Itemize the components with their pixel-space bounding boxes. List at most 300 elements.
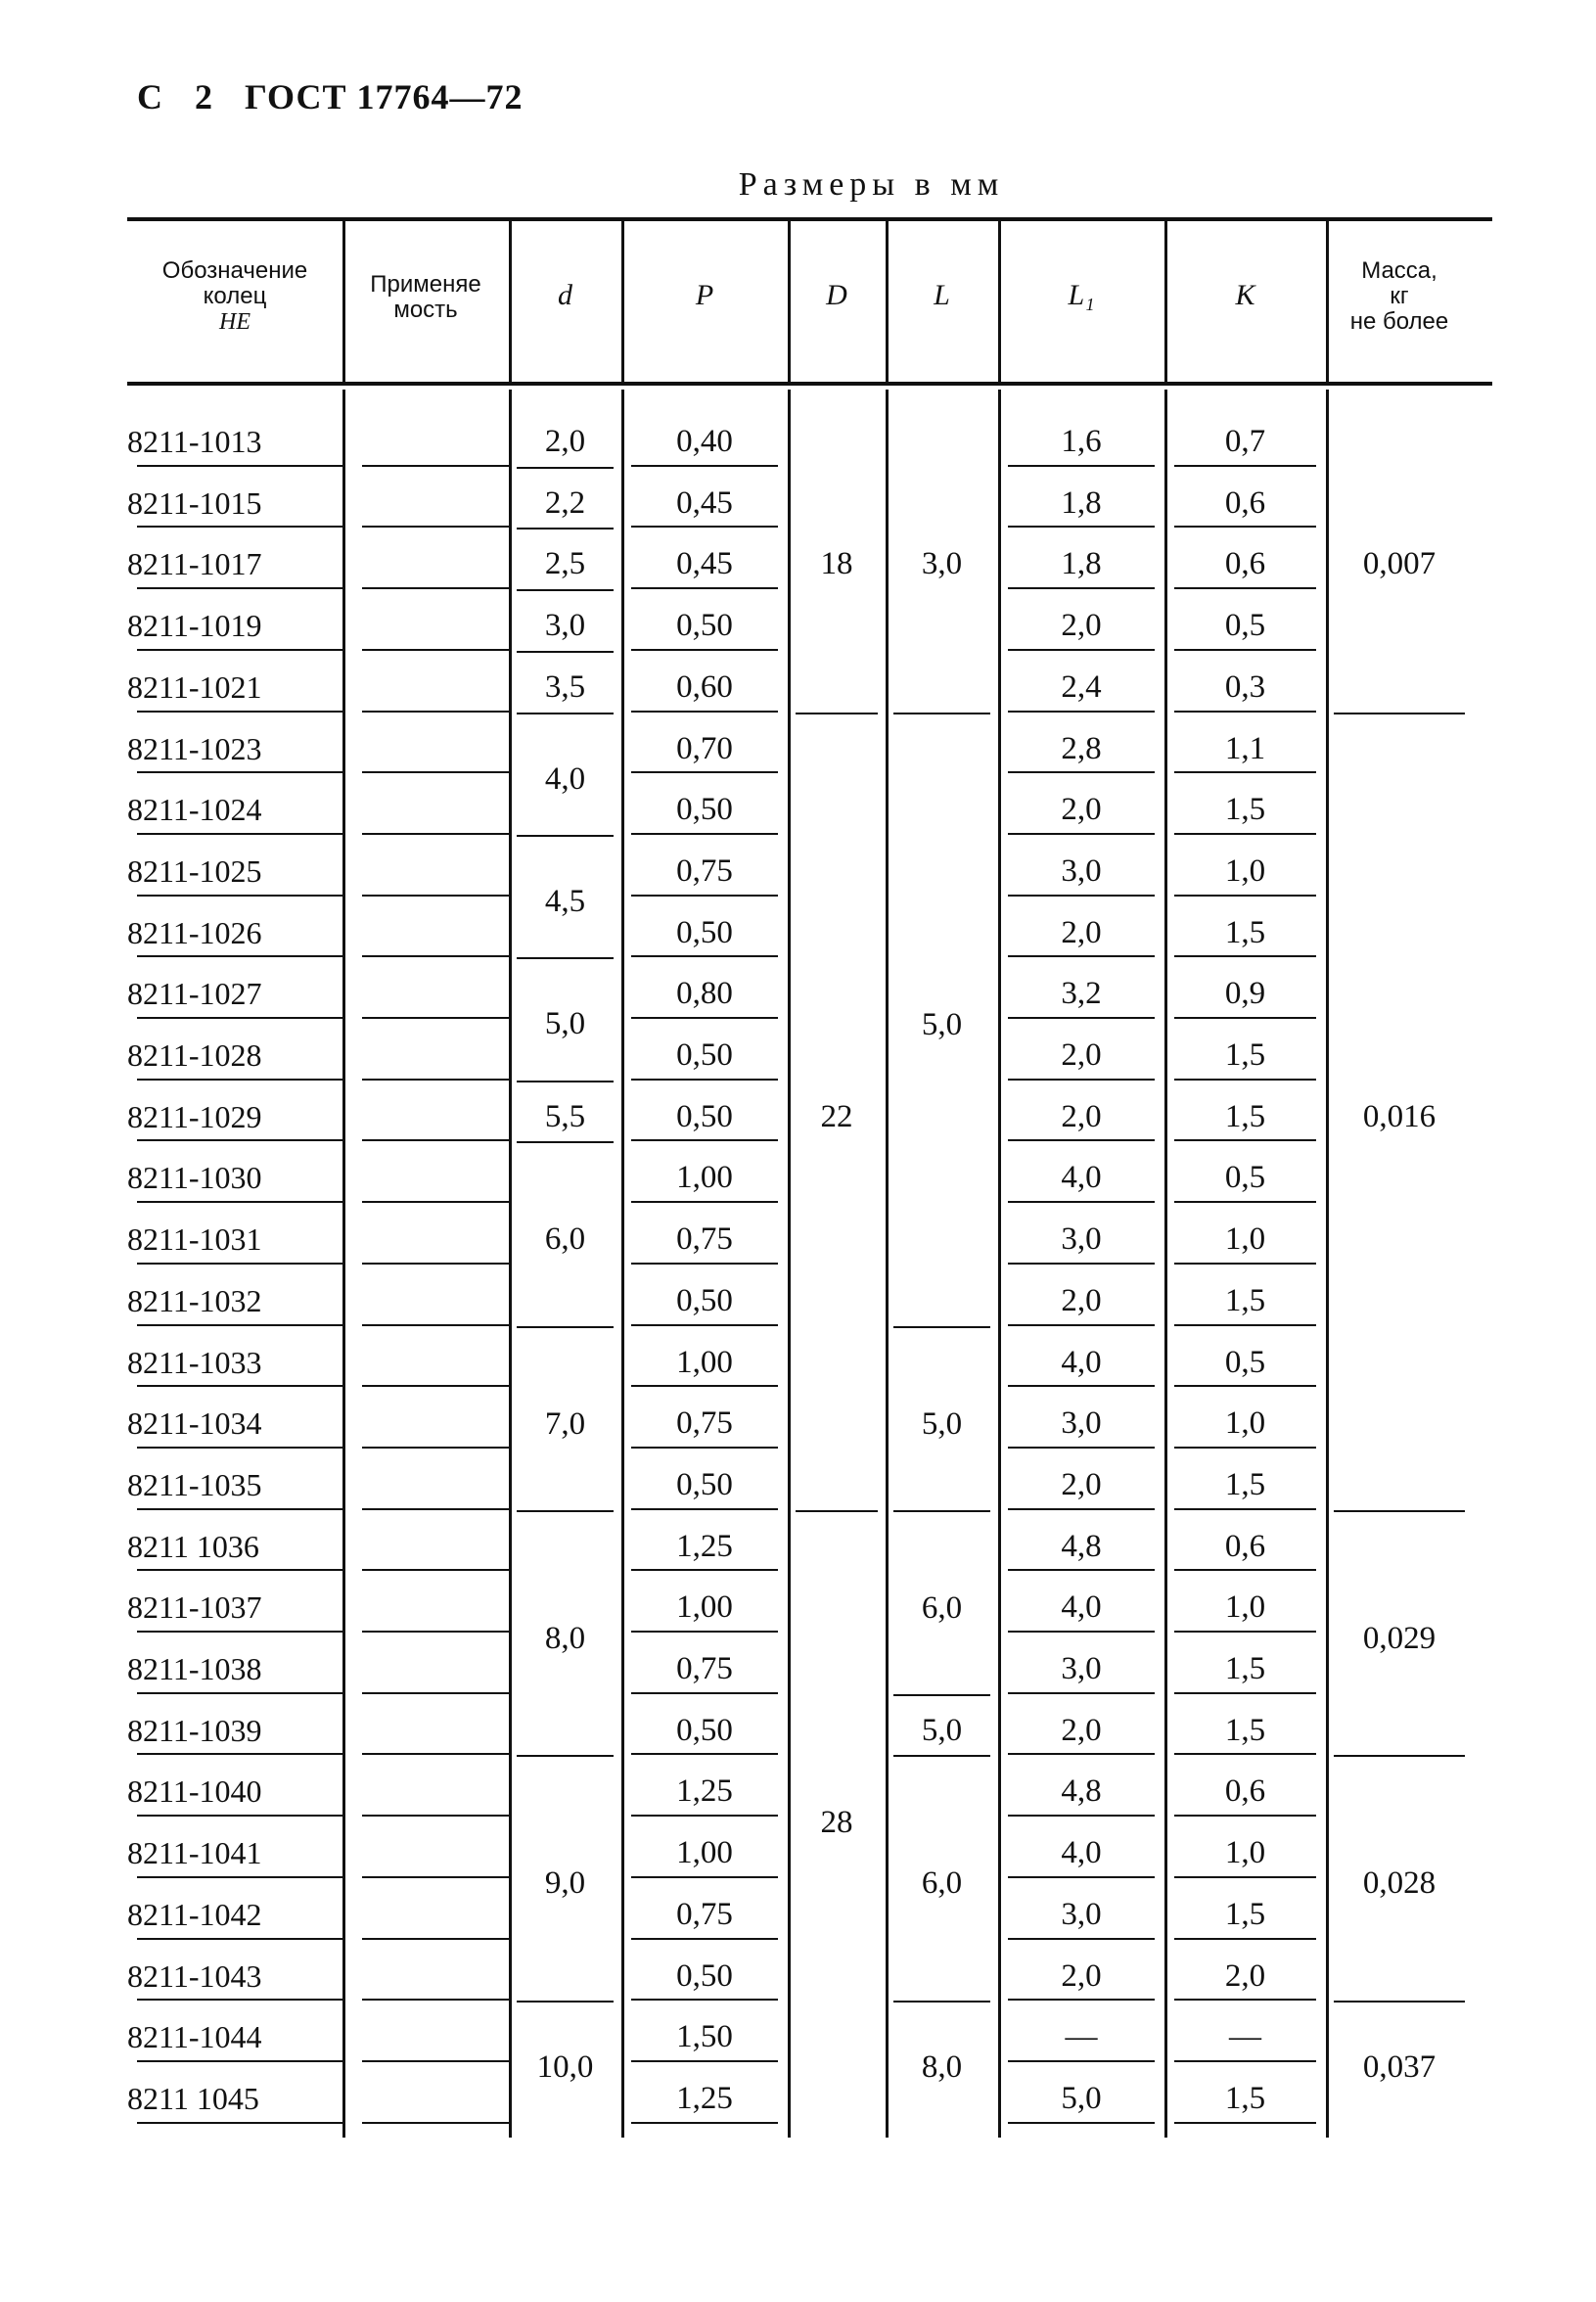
header-p: P [695,279,714,311]
ring-designation: 8211-1040 [127,1773,262,1810]
header-k: K [1235,279,1255,311]
cell-underline [1008,1079,1155,1081]
cell-underline [1174,649,1316,651]
cell-d: 4,5 [544,883,586,919]
cell-d-group-rule [517,1141,614,1143]
ring-designation: 8211-1024 [127,792,262,828]
code-underline [137,1324,342,1326]
cell-mass: 0,037 [1362,2049,1436,2086]
cell-k: 1,0 [1224,1221,1266,1258]
cell-mass-group-rule [1334,1755,1465,1757]
ring-designation: 8211-1042 [127,1896,262,1932]
code-underline [137,1815,342,1817]
cell-underline [1008,526,1155,528]
cell-underline [631,1692,778,1694]
cell-l1: 1,6 [1061,424,1102,459]
cell-length: 5,0 [921,1405,963,1442]
cell-d: 8,0 [544,1620,586,1656]
ring-designation: 8211-1019 [127,608,262,644]
ring-designation: 8211-1043 [127,1957,262,1994]
applicability-underline [362,1999,509,2001]
header-l: L [934,279,950,311]
applicability-underline [362,771,509,773]
cell-underline [1174,711,1316,713]
cell-underline [1008,1139,1155,1141]
cell-l1: 2,4 [1061,668,1102,705]
code-underline [137,1508,342,1510]
cell-outer-diameter-group-rule [796,1510,878,1512]
header-mass-line: кг [1390,283,1409,309]
cell-k: 1,5 [1224,1896,1266,1932]
cell-underline [1008,1447,1155,1449]
cell-p: 0,50 [676,1957,733,1994]
cell-underline [1174,1201,1316,1203]
cell-underline [1008,2060,1155,2062]
header-designation-line: НЕ [219,309,251,335]
cell-d-group-rule [517,651,614,653]
cell-l1: 5,0 [1061,2080,1102,2116]
cell-d: 3,0 [544,608,586,644]
applicability-underline [362,526,509,528]
cell-length-group-rule [893,1510,990,1512]
cell-d-group-rule [517,835,614,837]
ring-designation: 8211 1036 [127,1528,259,1564]
code-underline [137,2122,342,2124]
ring-designation: 8211-1044 [127,2019,262,2055]
code-underline [137,1999,342,2001]
cell-underline [1174,587,1316,589]
cell-mass: 0,007 [1362,546,1436,581]
code-underline [137,1385,342,1387]
header-applicability-line: Применяе [370,271,481,298]
ring-designation: 8211-1026 [127,914,262,950]
code-underline [137,1017,342,1019]
applicability-underline [362,1876,509,1878]
code-underline [137,1079,342,1081]
cell-underline [1008,895,1155,897]
cell-k: 1,5 [1224,1282,1266,1318]
cell-p: 0,50 [676,914,733,950]
cell-underline [1174,1999,1316,2001]
cell-p: 1,00 [676,1835,733,1871]
code-underline [137,649,342,651]
cell-underline [1174,1938,1316,1940]
cell-l1: 2,0 [1061,1098,1102,1134]
cell-p: 0,75 [676,1405,733,1442]
cell-k: 1,5 [1224,1466,1266,1502]
header-d: D [826,279,847,311]
cell-p: 1,00 [676,1589,733,1626]
applicability-underline [362,587,509,589]
cell-d-group-rule [517,957,614,959]
cell-underline [1008,955,1155,957]
cell-d: 7,0 [544,1405,586,1442]
applicability-underline [362,2060,509,2062]
cell-k: 0,6 [1224,484,1266,521]
cell-underline [1008,1999,1155,2001]
cell-mass: 0,028 [1362,1865,1436,1902]
header-designation-line: колец [203,283,267,309]
cell-d: 4,0 [544,760,586,797]
cell-k: 1,5 [1224,2080,1266,2116]
code-underline [137,526,342,528]
cell-underline [1174,2122,1316,2124]
cell-d-group-rule [517,2001,614,2003]
cell-d: 2,0 [544,424,586,459]
cell-underline [1008,2122,1155,2124]
cell-l1: 3,2 [1061,976,1102,1012]
cell-underline [631,955,778,957]
cell-underline [1174,1447,1316,1449]
applicability-underline [362,1569,509,1571]
applicability-underline [362,1938,509,1940]
cell-p: 0,50 [676,1466,733,1502]
cell-underline [631,587,778,589]
applicability-underline [362,1385,509,1387]
cell-p: 0,50 [676,1712,733,1748]
applicability-underline [362,1753,509,1755]
cell-l1: 4,0 [1061,1835,1102,1871]
applicability-underline [362,833,509,835]
cell-d-group-rule [517,1326,614,1328]
applicability-underline [362,649,509,651]
cell-p: 0,50 [676,792,733,828]
cell-underline [1174,955,1316,957]
cell-k: 1,5 [1224,1098,1266,1134]
cell-underline [631,1938,778,1940]
cell-length: 6,0 [921,1589,963,1626]
cell-underline [1174,1815,1316,1817]
cell-d-group-rule [517,1081,614,1082]
cell-l1: 2,0 [1061,1957,1102,1994]
cell-l1: 4,8 [1061,1773,1102,1810]
ring-designation: 8211-1023 [127,730,262,766]
cell-underline [1008,1508,1155,1510]
header-l1: L₁ [1068,279,1095,311]
cell-l1: 4,0 [1061,1160,1102,1196]
cell-length-group-rule [893,713,990,714]
applicability-underline [362,1139,509,1141]
cell-l1: 3,0 [1061,1405,1102,1442]
cell-length: 5,0 [921,1006,963,1042]
header-designation [127,258,342,335]
code-underline [137,771,342,773]
cell-underline [1008,1631,1155,1633]
code-underline [137,955,342,957]
cell-underline [631,2060,778,2062]
cell-underline [631,1263,778,1265]
header-standard: ГОСТ 17764—72 [245,77,524,116]
cell-underline [1008,1938,1155,1940]
cell-l1: 2,0 [1061,608,1102,644]
applicability-underline [362,1631,509,1633]
ring-designation: 8211 1045 [127,2080,259,2116]
applicability-underline [362,1079,509,1081]
cell-p: 0,50 [676,1282,733,1318]
cell-p: 0,70 [676,730,733,766]
applicability-underline [362,1324,509,1326]
ring-designation: 8211-1037 [127,1589,262,1626]
cell-underline [1008,771,1155,773]
cell-d: 5,0 [544,1006,586,1042]
cell-length-group-rule [893,2001,990,2003]
cell-outer-diameter: 18 [820,546,853,581]
ring-designation: 8211-1027 [127,976,262,1012]
cell-d: 3,5 [544,668,586,705]
cell-k: 0,9 [1224,976,1266,1012]
applicability-underline [362,1815,509,1817]
cell-underline [631,1447,778,1449]
cell-underline [1008,1324,1155,1326]
units-caption: Размеры в мм [738,166,1005,203]
cell-underline [1174,1569,1316,1571]
cell-underline [1174,2060,1316,2062]
code-underline [137,1938,342,1940]
cell-l1: 2,0 [1061,1282,1102,1318]
cell-length-group-rule [893,1326,990,1328]
cell-k: 1,0 [1224,1835,1266,1871]
header-prefix: С [137,77,163,116]
header-d: d [558,279,572,311]
header-applicability-line: мость [393,297,458,323]
cell-underline [631,1385,778,1387]
body-column-separator [342,390,345,2138]
cell-underline [631,1569,778,1571]
cell-mass: 0,029 [1362,1620,1436,1656]
cell-p: 0,40 [676,424,733,459]
code-underline [137,1263,342,1265]
code-underline [137,1753,342,1755]
ring-designation: 8211-1033 [127,1344,262,1380]
cell-d-group-rule [517,589,614,591]
ring-designation: 8211-1015 [127,484,262,521]
ring-designation: 8211-1029 [127,1098,262,1134]
cell-k: 1,1 [1224,730,1266,766]
cell-k: 1,5 [1224,914,1266,950]
header-bottom-rule [127,382,1492,386]
cell-underline [631,1324,778,1326]
cell-d: 2,5 [544,546,586,582]
cell-k: — [1229,2019,1261,2055]
page-header [137,76,544,117]
cell-underline [1008,1385,1155,1387]
cell-p: 1,25 [676,2080,733,2116]
cell-d: 5,5 [544,1098,586,1134]
cell-underline [1008,1692,1155,1694]
cell-p: 0,75 [676,1896,733,1932]
applicability-underline [362,955,509,957]
code-underline [137,895,342,897]
cell-underline [631,1753,778,1755]
cell-mass-group-rule [1334,1510,1465,1512]
cell-k: 1,0 [1224,852,1266,889]
cell-underline [1174,1385,1316,1387]
applicability-underline [362,2122,509,2124]
header-mass [1326,258,1473,335]
code-underline [137,1201,342,1203]
cell-underline [1174,1692,1316,1694]
cell-l1: 3,0 [1061,1651,1102,1686]
cell-underline [1174,771,1316,773]
cell-k: 2,0 [1224,1957,1266,1994]
cell-k: 1,0 [1224,1405,1266,1442]
cell-underline [631,711,778,713]
cell-length: 5,0 [921,1712,963,1748]
cell-outer-diameter: 22 [820,1098,853,1134]
cell-k: 0,6 [1224,546,1266,582]
cell-l1: 4,0 [1061,1344,1102,1380]
cell-l1: 2,0 [1061,914,1102,950]
cell-underline [631,895,778,897]
cell-p: 0,60 [676,668,733,705]
cell-underline [1174,1263,1316,1265]
cell-underline [1174,1753,1316,1755]
ring-designation: 8211-1032 [127,1282,262,1318]
ring-designation: 8211-1031 [127,1221,262,1258]
cell-l1: 2,0 [1061,792,1102,828]
cell-mass-group-rule [1334,2001,1465,2003]
cell-underline [1174,1079,1316,1081]
code-underline [137,1692,342,1694]
cell-underline [631,2122,778,2124]
cell-underline [1174,1139,1316,1141]
cell-underline [631,649,778,651]
cell-underline [1174,1324,1316,1326]
ring-designation: 8211-1028 [127,1037,262,1073]
cell-underline [1008,1876,1155,1878]
header-page-number: 2 [195,77,213,116]
applicability-underline [362,465,509,467]
cell-mass-group-rule [1334,713,1465,714]
cell-k: 0,5 [1224,1344,1266,1380]
header-applicability [342,272,509,323]
cell-p: 1,00 [676,1344,733,1380]
cell-length: 8,0 [921,2049,963,2086]
table-top-rule [127,217,1492,221]
cell-l1: 2,0 [1061,1712,1102,1748]
cell-length-group-rule [893,1755,990,1757]
cell-k: 0,5 [1224,608,1266,644]
ring-designation: 8211-1041 [127,1835,262,1871]
cell-k: 0,3 [1224,668,1266,705]
cell-length: 3,0 [921,546,963,581]
cell-underline [631,1017,778,1019]
cell-l1: 1,8 [1061,484,1102,521]
cell-p: 0,45 [676,546,733,582]
applicability-underline [362,1692,509,1694]
cell-k: 0,6 [1224,1528,1266,1564]
code-underline [137,833,342,835]
cell-underline [1174,833,1316,835]
ring-designation: 8211-1035 [127,1466,262,1502]
cell-underline [1174,1876,1316,1878]
cell-underline [1008,1569,1155,1571]
header-designation-line: Обозначение [161,257,308,284]
cell-l1: 4,0 [1061,1589,1102,1626]
code-underline [137,1139,342,1141]
applicability-underline [362,895,509,897]
cell-outer-diameter: 28 [820,1804,853,1840]
applicability-underline [362,1263,509,1265]
code-underline [137,2060,342,2062]
cell-k: 1,5 [1224,1037,1266,1073]
cell-p: 0,50 [676,1037,733,1073]
cell-underline [631,1079,778,1081]
cell-underline [1174,465,1316,467]
cell-underline [631,1876,778,1878]
cell-length: 6,0 [921,1865,963,1902]
cell-underline [631,771,778,773]
cell-p: 0,75 [676,1651,733,1686]
cell-underline [631,465,778,467]
cell-underline [1008,833,1155,835]
cell-p: 0,80 [676,976,733,1012]
ring-designation: 8211-1034 [127,1405,262,1442]
ring-designation: 8211-1030 [127,1160,262,1196]
cell-underline [1008,465,1155,467]
cell-l1: 3,0 [1061,1221,1102,1258]
cell-underline [1174,1017,1316,1019]
cell-k: 1,0 [1224,1589,1266,1626]
cell-p: 1,00 [676,1160,733,1196]
cell-l1: 1,8 [1061,546,1102,582]
applicability-underline [362,711,509,713]
cell-mass: 0,016 [1362,1098,1436,1134]
code-underline [137,587,342,589]
cell-underline [1008,1815,1155,1817]
cell-underline [1008,1201,1155,1203]
applicability-underline [362,1508,509,1510]
cell-outer-diameter-group-rule [796,713,878,714]
cell-d-group-rule [517,1510,614,1512]
cell-underline [1008,649,1155,651]
applicability-underline [362,1447,509,1449]
cell-d-group-rule [517,528,614,529]
cell-l1: 4,8 [1061,1528,1102,1564]
cell-l1: 2,0 [1061,1037,1102,1073]
cell-underline [1174,1631,1316,1633]
cell-underline [631,1508,778,1510]
cell-d: 6,0 [544,1221,586,1258]
cell-underline [1174,526,1316,528]
cell-d-group-rule [517,713,614,714]
cell-underline [1008,1753,1155,1755]
ring-designation: 8211-1038 [127,1651,262,1686]
cell-p: 1,50 [676,2019,733,2055]
cell-k: 1,5 [1224,1712,1266,1748]
cell-l1: 3,0 [1061,852,1102,889]
code-underline [137,1569,342,1571]
applicability-underline [362,1017,509,1019]
header-mass-line: Масса, [1361,257,1437,284]
ring-designation: 8211-1039 [127,1712,262,1748]
cell-underline [1174,895,1316,897]
cell-underline [1008,711,1155,713]
code-underline [137,1631,342,1633]
cell-p: 0,75 [676,852,733,889]
cell-k: 1,5 [1224,1651,1266,1686]
cell-underline [631,526,778,528]
cell-k: 0,7 [1224,424,1266,459]
cell-underline [631,1139,778,1141]
cell-p: 1,25 [676,1528,733,1564]
cell-p: 1,25 [676,1773,733,1810]
cell-k: 0,6 [1224,1773,1266,1810]
code-underline [137,1876,342,1878]
header-mass-line: не более [1349,308,1449,335]
ring-designation: 8211-1013 [127,424,262,459]
cell-d: 2,2 [544,484,586,521]
